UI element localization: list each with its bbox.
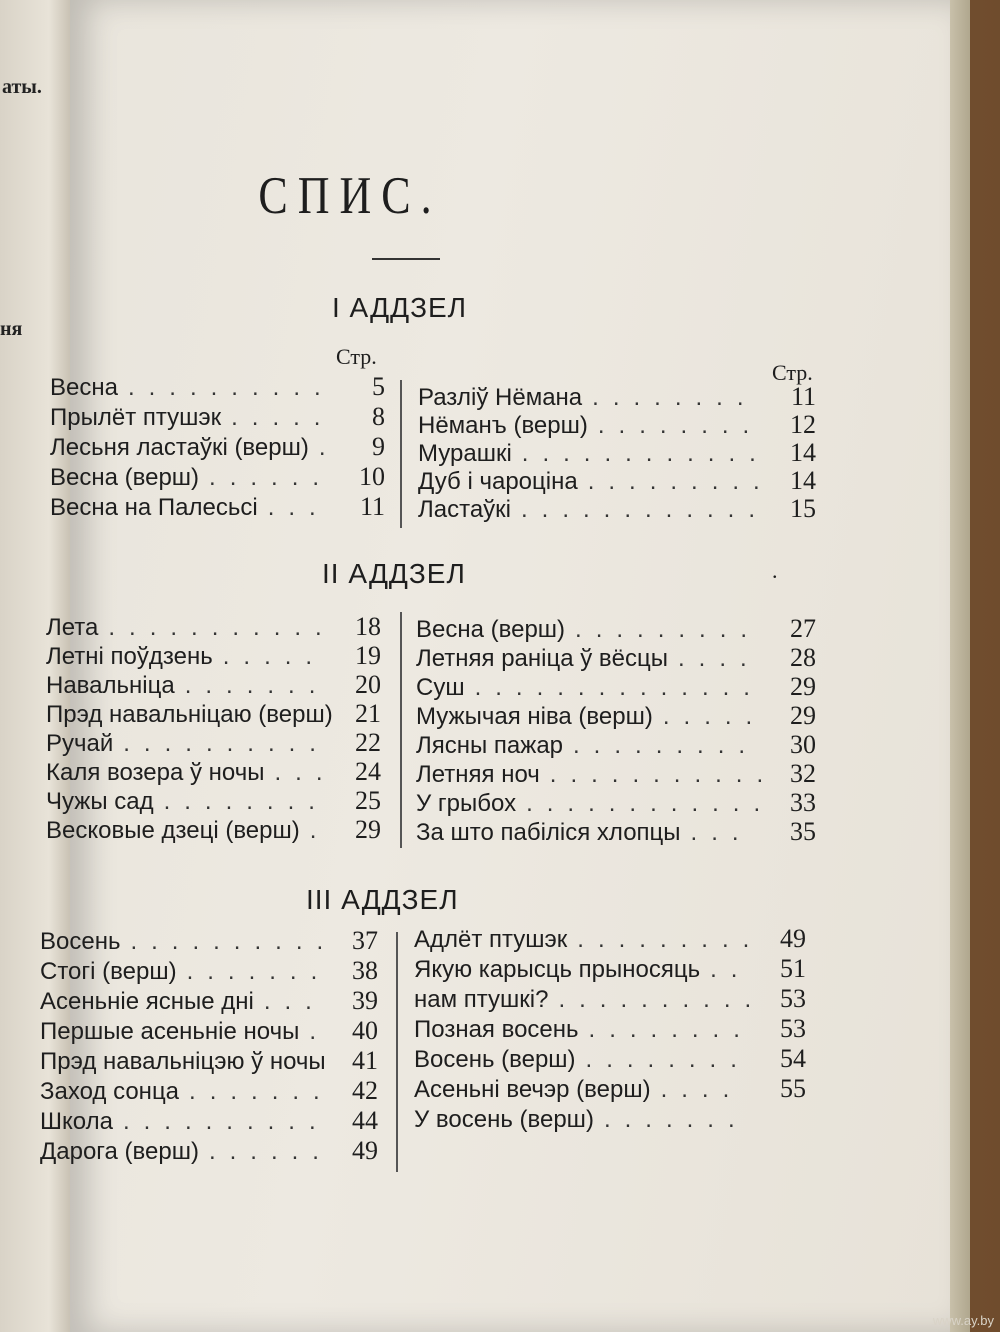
toc-entry — [414, 1046, 806, 1074]
toc-entry — [46, 643, 381, 671]
toc-entry-title: Ручай — [46, 730, 114, 757]
toc-leader-dots: ............ — [521, 496, 770, 523]
toc-entry — [416, 616, 816, 644]
toc-entry — [46, 701, 381, 729]
toc-leader-dots: ........ — [585, 1046, 751, 1073]
toc-entry-page: 24 — [355, 757, 381, 786]
toc-entry-page: 19 — [355, 641, 381, 670]
toc-entry-page: 10 — [359, 462, 385, 491]
toc-entry-page: 41 — [352, 1046, 378, 1075]
toc-entry — [414, 1076, 806, 1104]
toc-entry-title: Мужычая ніва (верш) — [416, 703, 653, 730]
toc-leader-dots: ...... — [208, 1138, 333, 1165]
toc-entry — [46, 759, 381, 787]
toc-entry — [418, 384, 816, 412]
toc-entry-title: Стогі (верш) — [40, 958, 177, 985]
toc-leader-dots: ......... — [587, 468, 774, 495]
toc-leader-dots: .. — [710, 956, 752, 983]
toc-entry-title: Мурашкі — [418, 440, 512, 467]
toc-leader-dots: ... — [274, 759, 337, 786]
toc-entry — [40, 1048, 378, 1076]
toc-entry-page: 14 — [790, 466, 816, 495]
toc-entry-title: Восень (верш) — [414, 1046, 576, 1073]
section-1-page-label-right: Стр. — [772, 360, 813, 385]
toc-entry-title: Школа — [40, 1108, 113, 1135]
toc-leader-dots: ..... — [222, 643, 327, 670]
toc-leader-dots: ... — [263, 988, 326, 1015]
toc-entry — [416, 703, 816, 731]
toc-entry — [418, 440, 816, 468]
toc-leader-dots: ....... — [186, 958, 332, 985]
toc-entry-title: Позная восень — [414, 1016, 579, 1043]
book-page — [40, 0, 950, 1332]
section-1-title: I АДДЗЕЛ — [332, 292, 468, 323]
toc-entry — [414, 956, 806, 984]
toc-leader-dots: .......... — [127, 374, 335, 401]
toc-entry-title: Весна — [50, 374, 118, 401]
section-1-divider — [400, 380, 402, 528]
toc-entry-title: Летні поўдзень — [46, 643, 213, 670]
toc-leader-dots: ........ — [163, 788, 329, 815]
toc-leader-dots: . — [318, 434, 340, 461]
toc-entry-title: Прылёт птушэк — [50, 404, 222, 431]
toc-entry — [414, 926, 806, 954]
section-1-page-label-left: Стр. — [336, 344, 377, 369]
toc-entry — [418, 468, 816, 496]
toc-entry-title: У грыбох — [416, 790, 517, 817]
toc-entry — [40, 1108, 378, 1136]
toc-leader-dots: ... — [690, 819, 753, 846]
toc-entry-page: 22 — [355, 728, 381, 757]
toc-leader-dots: ..... — [662, 703, 767, 730]
toc-entry-page: 42 — [352, 1076, 378, 1105]
section-3-title: III АДДЗЕЛ — [306, 884, 459, 915]
toc-entry-page: 39 — [352, 986, 378, 1015]
title-rule — [372, 258, 440, 260]
toc-entry-page: 8 — [372, 402, 385, 431]
toc-entry — [50, 434, 385, 462]
toc-entry-page: 44 — [352, 1106, 378, 1135]
toc-entry-page: 18 — [355, 612, 381, 641]
toc-entry-page: 9 — [372, 432, 385, 461]
toc-entry-page: 54 — [780, 1044, 806, 1073]
toc-entry-page: 37 — [352, 926, 378, 955]
toc-entry-title: Нёманъ (верш) — [418, 412, 588, 439]
toc-entry — [50, 494, 385, 522]
toc-entry — [416, 790, 816, 818]
toc-leader-dots: .... — [678, 645, 761, 672]
toc-entry-title: За што пабіліся хлопцы — [416, 819, 681, 846]
stray-dot: . — [772, 558, 778, 583]
toc-leader-dots: .... — [660, 1076, 744, 1103]
toc-entry-page: 40 — [352, 1016, 378, 1045]
toc-entry-page: 29 — [790, 701, 816, 730]
toc-entry-page: 29 — [790, 672, 816, 701]
toc-entry-title: Летняя ноч — [416, 761, 540, 788]
toc-entry — [50, 464, 385, 492]
toc-entry-page: 35 — [790, 817, 816, 846]
toc-entry-title: У восень (верш) — [414, 1106, 594, 1133]
toc-leader-dots: ......... — [573, 732, 760, 759]
toc-entry-title: Заход сонца — [40, 1078, 180, 1105]
toc-leader-dots: ........ — [597, 412, 764, 439]
toc-entry — [416, 645, 816, 673]
toc-entry-page: 21 — [355, 699, 381, 728]
toc-entry-title: Адлёт птушэк — [414, 926, 568, 953]
toc-entry — [40, 1138, 378, 1166]
toc-entry — [416, 761, 816, 789]
toc-leader-dots: ........... — [549, 761, 778, 788]
toc-leader-dots: .......... — [123, 730, 330, 757]
toc-entry-page: 27 — [790, 614, 816, 643]
toc-entry — [414, 1016, 806, 1044]
toc-entry-page: 14 — [790, 438, 816, 467]
toc-leader-dots: ............ — [526, 790, 775, 817]
toc-entry — [40, 1078, 378, 1106]
toc-entry-page: 5 — [372, 372, 385, 401]
toc-entry-page: 29 — [355, 815, 381, 844]
toc-leader-dots: ....... — [603, 1106, 749, 1133]
toc-entry — [46, 614, 381, 642]
toc-entry — [46, 672, 381, 700]
toc-entry-page: 49 — [780, 924, 806, 953]
toc-entry-page: 53 — [780, 984, 806, 1013]
toc-entry-title: Суш — [416, 674, 465, 701]
toc-entry-title: Лясны пажар — [416, 732, 564, 759]
toc-leader-dots: ........... — [108, 614, 336, 641]
watermark: www.ay.by — [932, 1313, 994, 1328]
toc-entry-page: 33 — [790, 788, 816, 817]
toc-entry-title: Навальніца — [46, 672, 175, 699]
toc-entry-page: 20 — [355, 670, 381, 699]
facing-page-text-2: ня — [0, 318, 23, 340]
toc-entry-title: Дуб і чароціна — [418, 468, 578, 495]
toc-entry-title: Асеньні вечэр (верш) — [414, 1076, 651, 1103]
toc-entry-page: 49 — [352, 1136, 378, 1165]
toc-entry-title: Лета — [46, 614, 99, 641]
toc-leader-dots: ........ — [592, 384, 758, 411]
toc-entry — [50, 404, 385, 432]
toc-leader-dots: .......... — [558, 986, 766, 1013]
toc-leader-dots: ....... — [184, 672, 330, 699]
toc-entry-page: 38 — [352, 956, 378, 985]
toc-entry-page: 51 — [780, 954, 806, 983]
toc-leader-dots: ..... — [231, 404, 335, 431]
page-title: СПИС. — [258, 166, 442, 225]
toc-leader-dots: .............. — [474, 674, 764, 701]
toc-entry-title: Прэд навальніцэю ў ночы — [40, 1048, 326, 1075]
toc-entry — [416, 732, 816, 760]
toc-entry-title: Восень — [40, 928, 121, 955]
toc-entry-title: Разліў Нёмана — [418, 384, 583, 411]
toc-entry — [46, 817, 381, 845]
toc-entry — [418, 412, 816, 440]
toc-entry-title: Дарога (верш) — [40, 1138, 199, 1165]
toc-leader-dots: ... — [267, 494, 330, 521]
toc-entry-title: Першые асеньніе ночы — [40, 1018, 300, 1045]
toc-entry-page: 15 — [790, 494, 816, 523]
toc-entry — [40, 988, 378, 1016]
toc-entry-title: Весна (верш) — [50, 464, 200, 491]
toc-entry-title: Весковые дзеці (верш) — [46, 817, 300, 844]
toc-entry-title: Весна на Палесьсі — [50, 494, 258, 521]
facing-page-text-1: аты. — [2, 76, 42, 98]
toc-entry-title: Асеньніе ясные дні — [40, 988, 254, 1015]
toc-entry-title: Каля возера ў ночы — [46, 759, 265, 786]
toc-entry-title: Летняя раніца ў вёсцы — [416, 645, 669, 672]
toc-entry-page: 11 — [790, 382, 816, 411]
toc-leader-dots: .......... — [130, 928, 338, 955]
toc-entry — [46, 730, 381, 758]
toc-entry — [416, 674, 816, 702]
toc-leader-dots: . — [309, 1018, 331, 1045]
toc-entry — [40, 928, 378, 956]
toc-entry — [418, 496, 816, 524]
toc-entry-title: нам птушкі? — [414, 986, 549, 1013]
toc-entry — [414, 986, 806, 1014]
toc-leader-dots: ......... — [575, 616, 762, 643]
toc-leader-dots: . — [309, 817, 331, 844]
toc-entry — [46, 788, 381, 816]
toc-entry-page: 12 — [790, 410, 816, 439]
toc-entry-page: 25 — [355, 786, 381, 815]
toc-entry-title: Ластаўкі — [418, 496, 511, 523]
toc-leader-dots: ....... — [189, 1078, 334, 1105]
toc-leader-dots: .......... — [122, 1108, 330, 1135]
toc-entry-title: Прэд навальніцаю (верш) — [46, 701, 333, 728]
section-3-divider — [396, 932, 398, 1172]
toc-leader-dots: ............ — [521, 440, 770, 467]
toc-entry-page: 28 — [790, 643, 816, 672]
toc-entry-title: Чужы сад — [46, 788, 154, 815]
toc-entry — [40, 1018, 378, 1046]
toc-entry-title: Лесьня ластаўкі (верш) — [50, 434, 309, 461]
toc-entry-title: Якую карысць прыносяць — [414, 956, 701, 983]
toc-entry-page: 32 — [790, 759, 816, 788]
toc-leader-dots: ......... — [577, 926, 764, 953]
toc-entry — [50, 374, 385, 402]
toc-entry-page: 30 — [790, 730, 816, 759]
toc-entry-page: 11 — [359, 492, 385, 521]
toc-entry-title: Весна (верш) — [416, 616, 566, 643]
toc-entry-page: 55 — [780, 1074, 806, 1103]
section-2-title: II АДДЗЕЛ — [322, 558, 466, 589]
toc-entry — [40, 958, 378, 986]
toc-leader-dots: ........ — [588, 1016, 754, 1043]
section-2-divider — [400, 612, 402, 848]
toc-entry-page: 53 — [780, 1014, 806, 1043]
toc-entry — [416, 819, 816, 847]
toc-leader-dots: ...... — [209, 464, 334, 491]
toc-entry — [414, 1106, 806, 1134]
